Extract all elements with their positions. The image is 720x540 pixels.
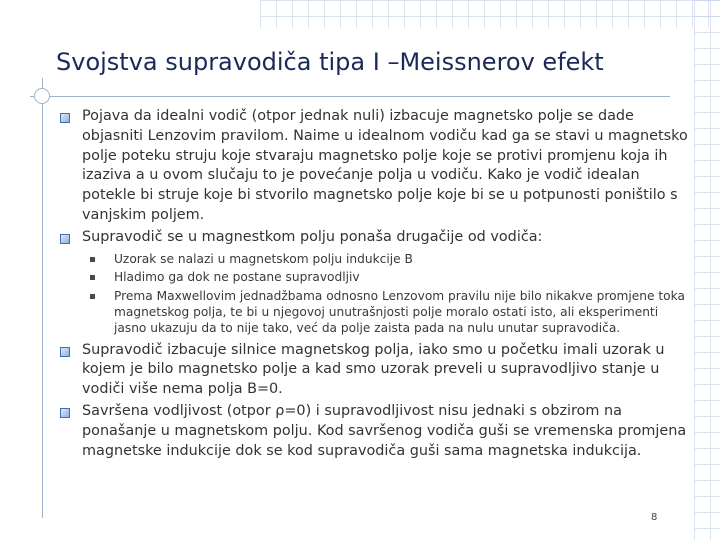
decorative-grid-top bbox=[260, 0, 720, 28]
sub-bullet-item bbox=[90, 289, 690, 336]
bullet-box-icon bbox=[60, 408, 70, 418]
bullet-item bbox=[60, 107, 690, 226]
sub-bullet-item bbox=[90, 270, 690, 286]
sub-bullet-text: Hladimo ga dok ne postane supravodljiv bbox=[114, 270, 360, 285]
bullet-text: Supravodič izbacuje silnice magnetskog polja, iako smo u početku imali uzorak u kojem je bilo magnetsko polje a kad smo uzorak preveli u supravodljivo stanje u vodiči više nema polja B=0. bbox=[82, 341, 665, 398]
bullet-box-icon bbox=[60, 113, 70, 123]
bullet-item bbox=[60, 402, 690, 461]
slide-content bbox=[60, 107, 690, 463]
sub-bullet-list bbox=[90, 252, 690, 337]
slide-title: Svojstva supravodiča tipa I –Meissnerov efekt bbox=[56, 48, 604, 76]
sub-bullet-text: Uzorak se nalazi u magnetskom polju indukcije B bbox=[114, 251, 413, 266]
bullet-text: Savršena vodljivost (otpor ρ=0) i supravodljivost nisu jednaki s obzirom na ponašanje u magnetskom polju. Kod savršenog vodiča guši se vremenska promjena magnetske indukcije dok se kod supravodiča guši sama magnetska indukcija. bbox=[82, 402, 687, 459]
page-number: 8 bbox=[651, 512, 658, 523]
decorative-grid-right bbox=[694, 0, 720, 540]
bullet-box-icon bbox=[60, 234, 70, 244]
sub-bullet-text: Prema Maxwellovim jednadžbama odnosno Lenzovom pravilu nije bilo nikakve promjene toka magnetskog polja, te bi u njegovoj unutrašnjosti polje moralo ostati isto, ali eksperimenti jasno ukazuju da to nije tako, već da polje zaista pada na nulu unutar supravodiča. bbox=[114, 289, 685, 335]
decorative-vertical-line bbox=[42, 78, 43, 518]
bullet-text: Pojava da idealni vodič (otpor jednak nuli) izbacuje magnetsko polje se dade objasniti Lenzovim pravilom. Naime u idealnom vodiču kad ga se stavi u magnetsko polje poteku struju koje stvaraju magnetsko polje koje se protivi promjenu koja ih izaziva a u ovom slučaju to je povećanje polja u vodiču. Kako je vodič idealan potekle bi struje koje bi stvorilo magnetsko polje koje bi se u potpunosti poništilo s vanjskim poljem. bbox=[82, 108, 688, 223]
bullet-item bbox=[60, 228, 690, 248]
decorative-horizontal-line bbox=[30, 96, 670, 97]
square-bullet-icon bbox=[90, 257, 95, 262]
bullet-item bbox=[60, 341, 690, 400]
sub-bullet-item bbox=[90, 252, 690, 268]
square-bullet-icon bbox=[90, 294, 95, 299]
bullet-box-icon bbox=[60, 347, 70, 357]
square-bullet-icon bbox=[90, 275, 95, 280]
decorative-circle bbox=[34, 88, 50, 104]
bullet-text: Supravodič se u magnestkom polju ponaša drugačije od vodiča: bbox=[82, 228, 543, 245]
